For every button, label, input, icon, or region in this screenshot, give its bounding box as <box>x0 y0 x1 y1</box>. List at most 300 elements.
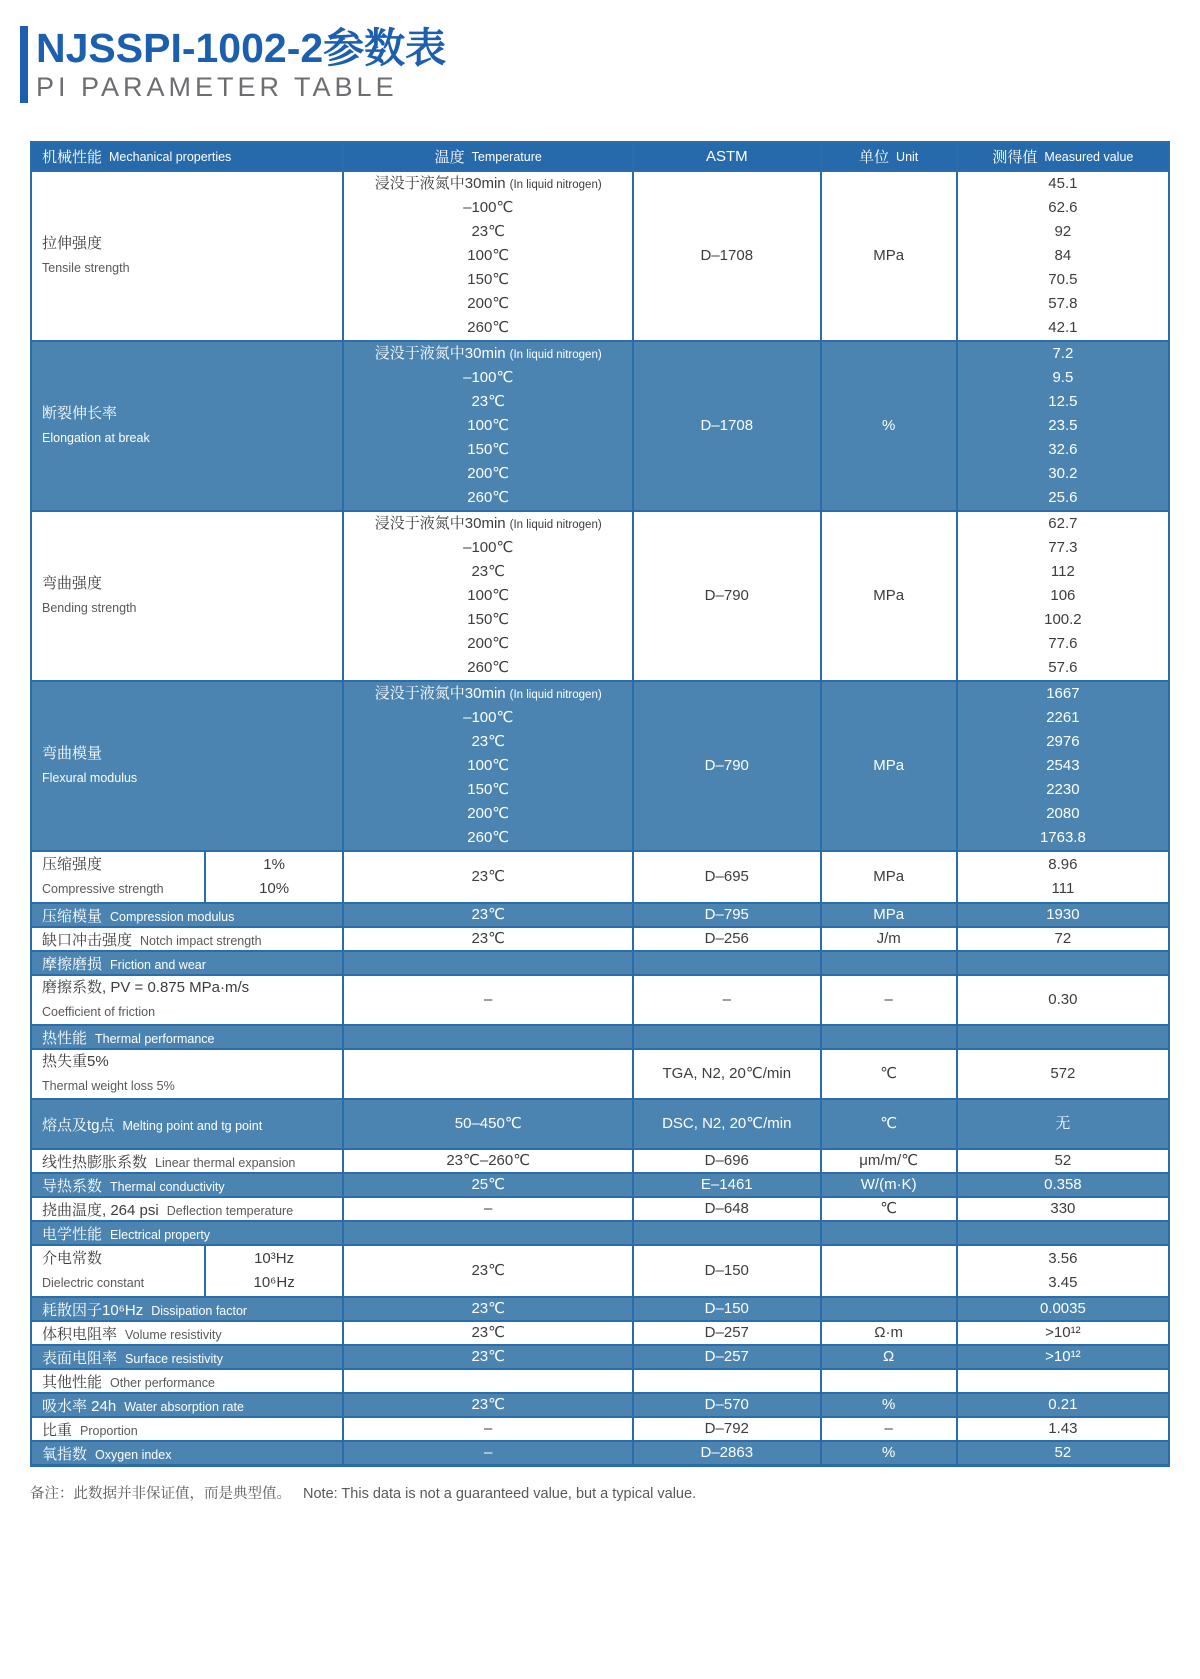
temperature-value: –100℃ <box>463 199 514 217</box>
property-en: Compressive strength <box>42 882 164 897</box>
temperature-value: 23℃ <box>471 906 505 924</box>
property-zh: 熔点及tg点 <box>42 1116 115 1134</box>
property-zh: 压缩模量 <box>42 907 103 925</box>
property-cell <box>32 1050 344 1098</box>
row-dissipation-factor <box>32 1296 1168 1320</box>
astm-cell <box>634 1222 821 1244</box>
property-zh: 吸水率 24h <box>42 1397 117 1415</box>
temperature-value: – <box>484 1200 493 1218</box>
temperature-line <box>463 196 513 220</box>
unit-cell <box>822 512 958 680</box>
row-friction-and-wear <box>32 950 1168 974</box>
measured-value: 1763.8 <box>1039 829 1086 847</box>
measured-value: 2261 <box>1046 709 1080 727</box>
sub-condition: 10⁶Hz <box>253 1274 295 1292</box>
temperature-value: 23℃ <box>471 733 505 751</box>
row-linear-thermal-expansion <box>32 1148 1168 1172</box>
property-zh: 挠曲温度, 264 psi <box>42 1201 159 1219</box>
measured-value: 62.7 <box>1048 515 1078 533</box>
temperature-value: 浸没于液氮中30min <box>374 175 506 193</box>
property-label <box>42 1151 295 1172</box>
astm-value: D–696 <box>704 1152 749 1170</box>
property-cell <box>32 682 344 850</box>
measured-value: 23.5 <box>1048 417 1078 435</box>
title-text-group <box>36 26 446 103</box>
row-melting-point <box>32 1098 1168 1148</box>
measured-value: 2230 <box>1046 781 1080 799</box>
temperature-value: 200℃ <box>467 635 510 653</box>
property-cell <box>32 852 344 902</box>
property-en: Compression modulus <box>110 909 235 924</box>
astm-cell <box>634 1198 821 1220</box>
temperature-cell <box>344 1394 634 1416</box>
header-label-en: Unit <box>896 149 919 164</box>
unit-value: ℃ <box>880 1115 898 1133</box>
temperature-line <box>467 802 509 826</box>
unit-cell <box>822 928 958 950</box>
temperature-line <box>471 220 505 244</box>
astm-cell <box>634 1100 821 1148</box>
temperature-line <box>467 632 509 656</box>
measured-cell <box>958 512 1168 680</box>
temperature-line <box>467 608 509 632</box>
astm-value: D–257 <box>704 1348 749 1366</box>
property-cell <box>32 1198 344 1220</box>
measured-cell <box>958 928 1168 950</box>
temperature-value: 浸没于液氮中30min <box>374 345 506 363</box>
measured-value: 52 <box>1054 1444 1072 1462</box>
property-en: Flexural modulus <box>42 771 138 786</box>
unit-value: MPa <box>873 757 905 775</box>
property-zh: 电学性能 <box>42 1225 103 1243</box>
header-label-zh: ASTM <box>705 148 748 166</box>
unit-value: MPa <box>873 587 905 605</box>
temperature-note: (In liquid nitrogen) <box>509 519 602 532</box>
temperature-cell <box>344 1150 634 1172</box>
row-oxygen-index <box>32 1440 1168 1464</box>
unit-value: % <box>881 1444 896 1462</box>
astm-cell <box>634 1442 821 1464</box>
temperature-line <box>467 462 509 486</box>
unit-cell <box>822 1394 958 1416</box>
header-cell-measured-value <box>958 143 1168 170</box>
measured-value: 0.358 <box>1044 1176 1082 1194</box>
measured-value: 92 <box>1054 223 1072 241</box>
unit-cell <box>822 1050 958 1098</box>
footnote-en: Note: This data is not a guaranteed value, but a typical value. <box>303 1486 697 1503</box>
unit-cell <box>822 1100 958 1148</box>
row-compressive-strength <box>32 850 1168 902</box>
astm-value: D–257 <box>704 1324 749 1342</box>
measured-value: 1667 <box>1046 685 1080 703</box>
property-cell <box>32 1370 344 1392</box>
temperature-cell <box>344 1100 634 1148</box>
property-label <box>42 1371 215 1392</box>
row-water-absorption-rate <box>32 1392 1168 1416</box>
temperature-value: – <box>484 1444 493 1462</box>
measured-value: >10¹² <box>1045 1348 1081 1366</box>
measured-value: 0.21 <box>1048 1396 1078 1414</box>
unit-value: J/m <box>876 930 901 948</box>
unit-cell <box>822 1346 958 1368</box>
astm-value: D–1708 <box>700 417 754 435</box>
temperature-cell <box>344 1050 634 1098</box>
unit-cell <box>822 1442 958 1464</box>
temperature-cell <box>344 1198 634 1220</box>
measured-value: 57.6 <box>1048 659 1078 677</box>
temperature-value: 23℃ <box>471 1396 505 1414</box>
measured-value: 9.5 <box>1052 369 1074 387</box>
property-en: Electrical property <box>110 1227 211 1242</box>
unit-value: % <box>881 1396 896 1414</box>
astm-cell <box>634 1050 821 1098</box>
property-zh: 氧指数 <box>42 1445 88 1463</box>
property-cell <box>32 928 344 950</box>
temperature-cell <box>344 1346 634 1368</box>
property-en: Other performance <box>110 1375 215 1390</box>
astm-value: E–1461 <box>700 1176 753 1194</box>
row-electrical-property <box>32 1220 1168 1244</box>
unit-cell <box>822 976 958 1024</box>
property-en: Notch impact strength <box>140 933 262 948</box>
unit-value: MPa <box>873 247 905 265</box>
property-label <box>42 1114 262 1135</box>
temperature-value: 23℃ <box>471 868 505 886</box>
property-zh: 热性能 <box>42 1029 88 1047</box>
property-en: Elongation at break <box>42 431 150 446</box>
measured-cell <box>958 1100 1168 1148</box>
property-en: Proportion <box>80 1423 138 1438</box>
row-compression-modulus <box>32 902 1168 926</box>
measured-cell <box>958 1298 1168 1320</box>
measured-value: 1930 <box>1046 906 1080 924</box>
temperature-value: –100℃ <box>463 709 514 727</box>
temperature-value: 50–450℃ <box>454 1115 522 1133</box>
measured-value: 2080 <box>1046 805 1080 823</box>
temperature-line <box>467 584 509 608</box>
property-zh: 耗散因子10⁶Hz <box>42 1301 144 1319</box>
temperature-cell <box>344 1246 634 1296</box>
property-cell <box>32 952 344 974</box>
property-cell <box>32 342 344 510</box>
astm-cell <box>634 976 821 1024</box>
measured-cell <box>958 852 1168 902</box>
row-bending-strength <box>32 510 1168 680</box>
measured-cell <box>958 904 1168 926</box>
temperature-cell <box>344 1222 634 1244</box>
astm-cell <box>634 852 821 902</box>
temperature-line <box>467 438 509 462</box>
temperature-note: (In liquid nitrogen) <box>509 349 602 362</box>
unit-cell <box>822 172 958 340</box>
title-block <box>20 26 1200 103</box>
temperature-line <box>467 414 509 438</box>
unit-cell <box>822 852 958 902</box>
property-zh: 其他性能 <box>42 1373 103 1391</box>
row-thermal-weight-loss <box>32 1048 1168 1098</box>
sub-conditions <box>206 1246 343 1296</box>
property-en: Bending strength <box>42 601 137 616</box>
page-subtitle: PI PARAMETER TABLE <box>36 72 398 103</box>
row-coefficient-of-friction <box>32 974 1168 1024</box>
property-zh: 表面电阻率 <box>42 1349 118 1367</box>
astm-value: D–790 <box>704 757 749 775</box>
measured-cell <box>958 1026 1168 1048</box>
property-zh: 拉伸强度 <box>42 235 103 253</box>
unit-value: ℃ <box>880 1200 898 1218</box>
property-cell <box>32 1322 344 1344</box>
temperature-line <box>467 268 509 292</box>
property-zh: 缺口冲击强度 <box>42 931 133 949</box>
measured-value: 62.6 <box>1048 199 1078 217</box>
measured-value: 2543 <box>1046 757 1080 775</box>
property-zh: 断裂伸长率 <box>42 405 118 423</box>
temperature-value: 23℃ <box>471 930 505 948</box>
measured-value: 77.6 <box>1048 635 1078 653</box>
property-cell <box>32 1222 344 1244</box>
temperature-cell <box>344 1298 634 1320</box>
unit-value: – <box>884 1420 893 1438</box>
row-other-performance <box>32 1368 1168 1392</box>
property-cell <box>32 512 344 680</box>
sub-condition: 10% <box>259 880 290 898</box>
astm-cell <box>634 1322 821 1344</box>
temperature-line <box>471 560 505 584</box>
astm-value: D–792 <box>704 1420 749 1438</box>
property-label <box>42 929 262 950</box>
row-elongation-at-break <box>32 340 1168 510</box>
temperature-value: 260℃ <box>467 829 510 847</box>
unit-cell <box>822 1198 958 1220</box>
measured-value: 1.43 <box>1048 1420 1078 1438</box>
measured-cell <box>958 1394 1168 1416</box>
temperature-value: 23℃ <box>471 1300 505 1318</box>
row-dielectric-constant <box>32 1244 1168 1296</box>
temperature-line <box>467 486 509 510</box>
astm-cell <box>634 1150 821 1172</box>
measured-value: 2976 <box>1046 733 1080 751</box>
temperature-cell <box>344 172 634 340</box>
unit-cell <box>822 1246 958 1296</box>
table-header-row <box>32 143 1168 170</box>
property-en: Water absorption rate <box>124 1399 244 1414</box>
astm-cell <box>634 1246 821 1296</box>
temperature-line <box>467 826 509 850</box>
astm-cell <box>634 1026 821 1048</box>
temperature-value: 200℃ <box>467 295 510 313</box>
property-en: Deflection temperature <box>166 1203 294 1218</box>
unit-cell <box>822 342 958 510</box>
temperature-value: 23℃ <box>471 223 505 241</box>
measured-value: 无 <box>1055 1115 1071 1133</box>
property-label <box>32 1246 206 1296</box>
measured-value: 45.1 <box>1048 175 1078 193</box>
property-en: Volume resistivity <box>125 1327 222 1342</box>
astm-value: DSC, N2, 20℃/min <box>662 1115 792 1133</box>
temperature-line <box>463 366 513 390</box>
temperature-cell <box>344 1370 634 1392</box>
temperature-line <box>467 244 509 268</box>
property-en: Melting point and tg point <box>122 1118 263 1133</box>
astm-cell <box>634 1298 821 1320</box>
measured-value: 3.45 <box>1048 1274 1078 1292</box>
temperature-cell <box>344 682 634 850</box>
temperature-cell <box>344 928 634 950</box>
temperature-line <box>467 754 509 778</box>
row-flexural-modulus <box>32 680 1168 850</box>
measured-value: 3.56 <box>1048 1250 1078 1268</box>
astm-value: D–256 <box>704 930 749 948</box>
property-en: Tensile strength <box>42 261 130 276</box>
row-thermal-performance <box>32 1024 1168 1048</box>
measured-cell <box>958 1050 1168 1098</box>
temperature-line <box>467 316 509 340</box>
measured-cell <box>958 1174 1168 1196</box>
temperature-value: 150℃ <box>467 441 510 459</box>
property-label <box>42 1323 222 1344</box>
measured-value: 30.2 <box>1048 465 1078 483</box>
temperature-note: (In liquid nitrogen) <box>509 689 602 702</box>
measured-value: 100.2 <box>1044 611 1082 629</box>
property-cell <box>32 904 344 926</box>
temperature-note: (In liquid nitrogen) <box>509 179 602 192</box>
property-label <box>42 1419 138 1440</box>
property-label <box>42 1347 223 1368</box>
temperature-cell <box>344 1026 634 1048</box>
measured-cell <box>958 1198 1168 1220</box>
unit-cell <box>822 682 958 850</box>
temperature-value: 150℃ <box>467 611 510 629</box>
unit-cell <box>822 1150 958 1172</box>
property-zh: 线性热膨胀系数 <box>42 1153 148 1171</box>
measured-value: 12.5 <box>1048 393 1078 411</box>
astm-cell <box>634 952 821 974</box>
astm-value: D–795 <box>704 906 749 924</box>
temperature-line <box>467 778 509 802</box>
property-label <box>42 1299 247 1320</box>
property-cell <box>32 1346 344 1368</box>
temperature-value: –100℃ <box>463 369 514 387</box>
astm-cell <box>634 342 821 510</box>
astm-cell <box>634 928 821 950</box>
sub-conditions <box>206 852 343 902</box>
property-cell <box>32 1174 344 1196</box>
temperature-line <box>463 536 513 560</box>
astm-cell <box>634 682 821 850</box>
temperature-value: 23℃ <box>471 1262 505 1280</box>
unit-cell <box>822 1174 958 1196</box>
unit-cell <box>822 1322 958 1344</box>
temperature-cell <box>344 512 634 680</box>
header-label-en: Mechanical properties <box>109 149 232 164</box>
measured-value: 42.1 <box>1048 319 1078 337</box>
unit-cell <box>822 1222 958 1244</box>
measured-value: 0.0035 <box>1039 1300 1086 1318</box>
temperature-line <box>463 706 513 730</box>
header-cell-mechanical-properties <box>32 143 344 170</box>
temperature-value: 260℃ <box>467 319 510 337</box>
header-label-zh: 温度 <box>434 149 465 167</box>
measured-value: 52 <box>1054 1152 1072 1170</box>
measured-value: 111 <box>1051 880 1075 898</box>
header-cell-temperature <box>344 143 634 170</box>
astm-value: D–648 <box>704 1200 749 1218</box>
property-zh: 比重 <box>42 1421 73 1439</box>
astm-value: D–695 <box>704 868 749 886</box>
property-label <box>42 1443 171 1464</box>
header-label-en: Measured value <box>1044 149 1134 164</box>
temperature-cell <box>344 852 634 902</box>
property-cell <box>32 1246 344 1296</box>
measured-cell <box>958 976 1168 1024</box>
footnote <box>30 1482 1200 1503</box>
sub-condition: 1% <box>263 856 285 874</box>
measured-value: 8.96 <box>1048 856 1078 874</box>
measured-value: >10¹² <box>1045 1324 1081 1342</box>
astm-value: TGA, N2, 20℃/min <box>662 1065 792 1083</box>
property-cell <box>32 1026 344 1048</box>
temperature-value: 23℃ <box>471 563 505 581</box>
property-zh: 热失重5% <box>42 1053 109 1071</box>
measured-cell <box>958 172 1168 340</box>
measured-cell <box>958 952 1168 974</box>
temperature-cell <box>344 1322 634 1344</box>
measured-value: 572 <box>1050 1065 1076 1083</box>
temperature-line <box>375 512 602 536</box>
temperature-cell <box>344 952 634 974</box>
header-cell-unit <box>822 143 958 170</box>
property-en: Surface resistivity <box>125 1351 223 1366</box>
property-en: Linear thermal expansion <box>155 1155 296 1170</box>
measured-cell <box>958 682 1168 850</box>
astm-cell <box>634 1346 821 1368</box>
astm-value: – <box>722 991 731 1009</box>
temperature-line <box>375 342 602 366</box>
property-cell <box>32 1100 344 1148</box>
unit-value: Ω·m <box>874 1324 904 1342</box>
row-notch-impact-strength <box>32 926 1168 950</box>
measured-value: 84 <box>1054 247 1072 265</box>
measured-value: 70.5 <box>1048 271 1078 289</box>
property-en: Friction and wear <box>110 957 206 972</box>
temperature-value: –100℃ <box>463 539 514 557</box>
header-label-zh: 单位 <box>859 149 890 167</box>
footnote-zh: 备注：此数据并非保证值，而是典型值。 <box>30 1486 291 1503</box>
temperature-cell <box>344 1174 634 1196</box>
temperature-value: 23℃ <box>471 1324 505 1342</box>
row-volume-resistivity <box>32 1320 1168 1344</box>
astm-value: D–1708 <box>700 247 754 265</box>
property-cell <box>32 976 344 1024</box>
measured-cell <box>958 1346 1168 1368</box>
temperature-cell <box>344 1442 634 1464</box>
property-cell <box>32 1150 344 1172</box>
property-label <box>32 852 206 902</box>
unit-cell <box>822 904 958 926</box>
measured-value: 106 <box>1050 587 1076 605</box>
property-zh: 磨擦系数, PV = 0.875 MPa·m/s <box>42 979 250 997</box>
temperature-value: 23℃ <box>471 393 505 411</box>
temperature-line <box>375 682 602 706</box>
unit-cell <box>822 1418 958 1440</box>
sub-condition: 10³Hz <box>254 1250 295 1268</box>
property-cell <box>32 1394 344 1416</box>
unit-cell <box>822 1298 958 1320</box>
temperature-value: 100℃ <box>467 247 510 265</box>
unit-value: MPa <box>873 906 905 924</box>
property-en: Coefficient of friction <box>42 1005 156 1020</box>
temperature-line <box>471 730 505 754</box>
